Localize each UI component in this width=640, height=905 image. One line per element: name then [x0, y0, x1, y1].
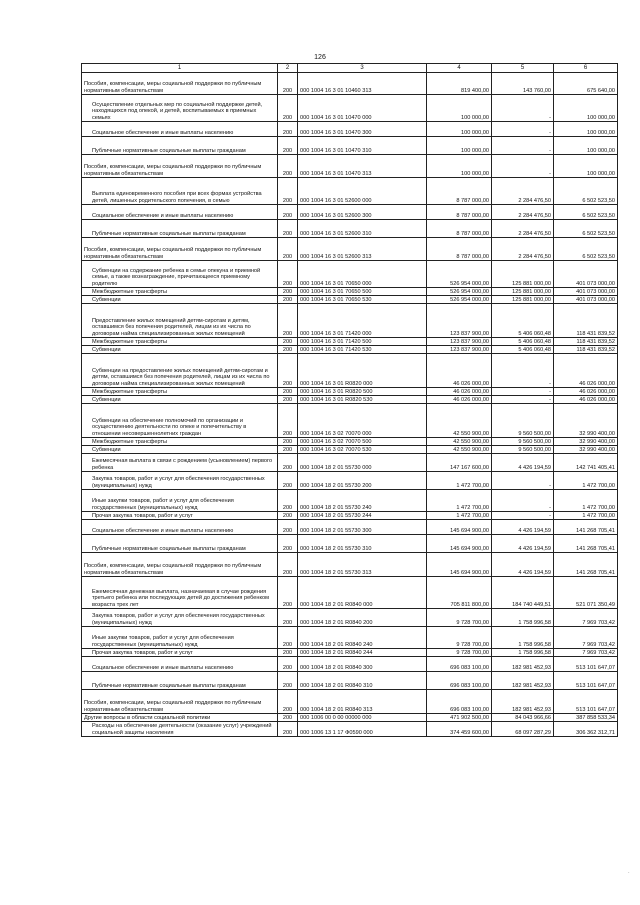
row-executed-cell: 182 981 452,93	[492, 690, 554, 714]
table-row	[82, 155, 618, 178]
row-kbk-cell: 000 1004 18 2 01 R0840 313	[298, 690, 427, 714]
row-executed-cell: 9 560 500,00	[492, 404, 554, 438]
row-remaining-cell: 46 026 000,00	[554, 354, 618, 388]
table-row	[82, 577, 618, 609]
row-approved-cell: 696 083 100,00	[427, 657, 492, 672]
row-remaining-cell: 6 502 523,50	[554, 178, 618, 205]
row-kbk-cell: 000 1006 00 0 00 00000 000	[298, 714, 427, 722]
row-kbk-cell: 000 1004 16 3 01 R0820 530	[298, 396, 427, 404]
table-row	[82, 288, 618, 296]
row-remaining-cell: 7 969 703,42	[554, 627, 618, 649]
row-remaining-cell: 100 000,00	[554, 122, 618, 137]
row-executed-cell: 2 284 476,50	[492, 205, 554, 220]
row-name-cell: Выплата единовременного пособия при всех формах устройства детей, лишенных родительского попечения, в семью	[82, 178, 278, 205]
row-approved-cell: 374 459 600,00	[427, 722, 492, 737]
row-kbk-cell: 000 1004 16 3 01 52600 313	[298, 238, 427, 261]
row-executed-cell: 5 406 060,48	[492, 304, 554, 338]
column-header-3: 3	[298, 64, 427, 73]
row-executed-cell: 2 284 476,50	[492, 178, 554, 205]
row-executed-cell: 4 426 194,59	[492, 520, 554, 535]
row-code-cell: 200	[278, 609, 298, 627]
table-row	[82, 404, 618, 438]
row-name-cell: Ежемесячная денежная выплата, назначаемая в случае рождения третьего ребенка или последующих детей до достижения ребенком возраста трех лет	[82, 577, 278, 609]
row-kbk-cell: 000 1004 16 3 01 70650 000	[298, 261, 427, 288]
table-row	[82, 122, 618, 137]
row-name-cell: Субвенции	[82, 296, 278, 304]
row-name-cell: Субвенции на содержание ребенка в семье опекуна и приемной семье, а также вознаграждение, причитающееся приемному родителю	[82, 261, 278, 288]
row-executed-cell: 182 981 452,93	[492, 657, 554, 672]
column-number-row	[82, 64, 618, 73]
row-executed-cell: 4 426 194,59	[492, 553, 554, 577]
row-kbk-cell: 000 1004 18 2 01 55730 200	[298, 472, 427, 490]
row-approved-cell: 8 787 000,00	[427, 205, 492, 220]
table-row	[82, 346, 618, 354]
row-code-cell: 200	[278, 354, 298, 388]
row-kbk-cell: 000 1004 16 3 01 10470 300	[298, 122, 427, 137]
row-remaining-cell: 306 362 312,71	[554, 722, 618, 737]
row-executed-cell: 125 881 000,00	[492, 288, 554, 296]
row-approved-cell: 526 954 000,00	[427, 261, 492, 288]
row-code-cell: 200	[278, 288, 298, 296]
table-row	[82, 553, 618, 577]
row-name-cell: Публичные нормативные социальные выплаты гражданам	[82, 672, 278, 690]
row-code-cell: 200	[278, 649, 298, 657]
row-approved-cell: 123 837 900,00	[427, 346, 492, 354]
row-code-cell: 200	[278, 672, 298, 690]
row-remaining-cell: 6 502 523,50	[554, 238, 618, 261]
row-code-cell: 200	[278, 577, 298, 609]
row-executed-cell: -	[492, 472, 554, 490]
row-kbk-cell: 000 1004 16 3 01 10470 000	[298, 95, 427, 122]
row-name-cell: Иные закупки товаров, работ и услуг для обеспечения государственных (муниципальных) нужд	[82, 627, 278, 649]
row-code-cell: 200	[278, 220, 298, 238]
row-kbk-cell: 000 1004 18 2 01 55730 240	[298, 490, 427, 512]
table-row	[82, 672, 618, 690]
row-approved-cell: 145 694 900,00	[427, 535, 492, 553]
row-approved-cell: 123 837 900,00	[427, 338, 492, 346]
row-executed-cell: 68 097 287,29	[492, 722, 554, 737]
row-name-cell: Публичные нормативные социальные выплаты гражданам	[82, 137, 278, 155]
row-remaining-cell: 118 431 839,52	[554, 338, 618, 346]
row-remaining-cell: 513 101 647,07	[554, 690, 618, 714]
table-row	[82, 472, 618, 490]
row-remaining-cell: 32 990 400,00	[554, 446, 618, 454]
row-remaining-cell: 118 431 839,52	[554, 346, 618, 354]
row-kbk-cell: 000 1004 16 3 01 70650 530	[298, 296, 427, 304]
row-executed-cell: -	[492, 122, 554, 137]
table-row	[82, 178, 618, 205]
row-code-cell: 200	[278, 535, 298, 553]
row-executed-cell: 182 981 452,93	[492, 672, 554, 690]
row-remaining-cell: 521 071 350,49	[554, 577, 618, 609]
row-approved-cell: 9 728 700,00	[427, 649, 492, 657]
row-executed-cell: 5 406 060,48	[492, 338, 554, 346]
row-remaining-cell: 100 000,00	[554, 95, 618, 122]
table-row	[82, 238, 618, 261]
row-kbk-cell: 000 1004 18 2 01 55730 000	[298, 454, 427, 472]
row-executed-cell: 184 740 449,51	[492, 577, 554, 609]
row-name-cell: Межбюджетные трансферты	[82, 288, 278, 296]
row-approved-cell: 147 167 600,00	[427, 454, 492, 472]
table-row	[82, 438, 618, 446]
row-code-cell: 200	[278, 95, 298, 122]
row-name-cell: Другие вопросы в области социальной политики	[82, 714, 278, 722]
row-executed-cell: 2 284 476,50	[492, 238, 554, 261]
row-kbk-cell: 000 1004 16 3 01 70650 500	[298, 288, 427, 296]
row-code-cell: 200	[278, 205, 298, 220]
row-executed-cell: 4 426 194,59	[492, 454, 554, 472]
row-name-cell: Межбюджетные трансферты	[82, 388, 278, 396]
row-executed-cell: 2 284 476,50	[492, 220, 554, 238]
row-kbk-cell: 000 1004 18 2 01 R0840 200	[298, 609, 427, 627]
column-header-2: 2	[278, 64, 298, 73]
row-kbk-cell: 000 1004 16 3 01 71420 530	[298, 346, 427, 354]
row-remaining-cell: 100 000,00	[554, 155, 618, 178]
row-approved-cell: 100 000,00	[427, 122, 492, 137]
row-approved-cell: 46 026 000,00	[427, 388, 492, 396]
row-name-cell: Субвенции на обеспечение полномочий по организации и осуществлению деятельности по опеке и попечительству в отношении несовершеннолетних граждан	[82, 404, 278, 438]
row-executed-cell: -	[492, 155, 554, 178]
row-remaining-cell: 401 073 000,00	[554, 296, 618, 304]
row-kbk-cell: 000 1004 16 3 01 10470 313	[298, 155, 427, 178]
row-kbk-cell: 000 1004 16 3 01 10460 313	[298, 73, 427, 95]
row-name-cell: Иные закупки товаров, работ и услуг для обеспечения государственных (муниципальных) нужд	[82, 490, 278, 512]
row-kbk-cell: 000 1004 16 3 01 10470 310	[298, 137, 427, 155]
row-name-cell: Прочая закупка товаров, работ и услуг	[82, 512, 278, 520]
table-row	[82, 722, 618, 737]
row-approved-cell: 696 083 100,00	[427, 690, 492, 714]
row-approved-cell: 42 550 900,00	[427, 438, 492, 446]
row-name-cell: Пособия, компенсации, меры социальной поддержки по публичным нормативным обязательствам	[82, 690, 278, 714]
row-remaining-cell: 142 741 405,41	[554, 454, 618, 472]
table-row	[82, 512, 618, 520]
row-remaining-cell: 401 073 000,00	[554, 261, 618, 288]
row-name-cell: Социальное обеспечение и иные выплаты населению	[82, 205, 278, 220]
row-remaining-cell: 675 640,00	[554, 73, 618, 95]
row-name-cell: Субвенции	[82, 446, 278, 454]
row-kbk-cell: 000 1004 16 3 01 71420 500	[298, 338, 427, 346]
row-executed-cell: 5 406 060,48	[492, 346, 554, 354]
row-executed-cell: 4 426 194,59	[492, 535, 554, 553]
row-approved-cell: 705 811 800,00	[427, 577, 492, 609]
row-kbk-cell: 000 1004 16 3 01 R0820 500	[298, 388, 427, 396]
row-executed-cell: 1 758 996,58	[492, 627, 554, 649]
table-row	[82, 261, 618, 288]
row-remaining-cell: 46 026 000,00	[554, 388, 618, 396]
table-row	[82, 396, 618, 404]
row-remaining-cell: 1 472 700,00	[554, 512, 618, 520]
row-approved-cell: 9 728 700,00	[427, 609, 492, 627]
row-code-cell: 200	[278, 520, 298, 535]
row-executed-cell: 84 043 966,66	[492, 714, 554, 722]
table-row	[82, 657, 618, 672]
row-remaining-cell: 7 969 703,42	[554, 609, 618, 627]
row-kbk-cell: 000 1004 18 2 01 R0840 300	[298, 657, 427, 672]
row-executed-cell: 9 560 500,00	[492, 438, 554, 446]
row-kbk-cell: 000 1004 16 3 02 70070 530	[298, 446, 427, 454]
row-approved-cell: 46 026 000,00	[427, 396, 492, 404]
row-code-cell: 200	[278, 338, 298, 346]
row-code-cell: 200	[278, 714, 298, 722]
row-kbk-cell: 000 1004 16 3 02 70070 500	[298, 438, 427, 446]
row-approved-cell: 9 728 700,00	[427, 627, 492, 649]
column-header-6: 6	[554, 64, 618, 73]
row-name-cell: Социальное обеспечение и иные выплаты населению	[82, 657, 278, 672]
row-approved-cell: 100 000,00	[427, 155, 492, 178]
row-code-cell: 200	[278, 155, 298, 178]
row-approved-cell: 100 000,00	[427, 137, 492, 155]
row-kbk-cell: 000 1004 16 3 01 52600 000	[298, 178, 427, 205]
row-remaining-cell: 513 101 647,07	[554, 657, 618, 672]
row-executed-cell: -	[492, 512, 554, 520]
table-row	[82, 609, 618, 627]
column-header-1: 1	[82, 64, 278, 73]
table-row	[82, 627, 618, 649]
row-executed-cell: -	[492, 95, 554, 122]
row-remaining-cell: 387 858 533,34	[554, 714, 618, 722]
row-code-cell: 200	[278, 122, 298, 137]
page-number: 126	[314, 54, 326, 61]
row-name-cell: Межбюджетные трансферты	[82, 438, 278, 446]
page-side-mark: ·	[628, 870, 630, 876]
row-kbk-cell: 000 1004 18 2 01 R0840 000	[298, 577, 427, 609]
row-approved-cell: 696 083 100,00	[427, 672, 492, 690]
row-executed-cell: 1 758 996,58	[492, 649, 554, 657]
row-code-cell: 200	[278, 73, 298, 95]
row-name-cell: Субвенции	[82, 346, 278, 354]
row-code-cell: 200	[278, 261, 298, 288]
row-name-cell: Пособия, компенсации, меры социальной поддержки по публичным нормативным обязательствам	[82, 553, 278, 577]
row-code-cell: 200	[278, 490, 298, 512]
budget-report-table	[81, 63, 618, 737]
row-remaining-cell: 401 073 000,00	[554, 288, 618, 296]
row-approved-cell: 1 472 700,00	[427, 512, 492, 520]
row-code-cell: 200	[278, 296, 298, 304]
row-name-cell: Публичные нормативные социальные выплаты гражданам	[82, 220, 278, 238]
row-executed-cell: 125 881 000,00	[492, 261, 554, 288]
table-row	[82, 490, 618, 512]
row-code-cell: 200	[278, 137, 298, 155]
row-code-cell: 200	[278, 446, 298, 454]
row-name-cell: Прочая закупка товаров, работ и услуг	[82, 649, 278, 657]
row-name-cell: Социальное обеспечение и иные выплаты населению	[82, 520, 278, 535]
table-row	[82, 535, 618, 553]
row-name-cell: Пособия, компенсации, меры социальной поддержки по публичным нормативным обязательствам	[82, 73, 278, 95]
row-approved-cell: 145 694 900,00	[427, 520, 492, 535]
row-code-cell: 200	[278, 388, 298, 396]
row-name-cell: Осуществление отдельных мер по социальной поддержке детей, находящихся под опекой, и детей, воспитываемых в приемных семьях	[82, 95, 278, 122]
row-remaining-cell: 6 502 523,50	[554, 220, 618, 238]
row-name-cell: Субвенции	[82, 396, 278, 404]
row-approved-cell: 100 000,00	[427, 95, 492, 122]
row-code-cell: 200	[278, 454, 298, 472]
table-row	[82, 354, 618, 388]
row-code-cell: 200	[278, 304, 298, 338]
row-name-cell: Закупка товаров, работ и услуг для обеспечения государственных (муниципальных) нужд	[82, 472, 278, 490]
row-name-cell: Ежемесячная выплата в связи с рождением (усыновлением) первого ребенка	[82, 454, 278, 472]
row-code-cell: 200	[278, 512, 298, 520]
row-name-cell: Предоставление жилых помещений детям-сиротам и детям, оставшимся без попечения родителей, лицам из их числа по договорам найма специализированных жилых помещений	[82, 304, 278, 338]
table-row	[82, 95, 618, 122]
row-kbk-cell: 000 1004 16 3 01 71420 000	[298, 304, 427, 338]
table-row	[82, 446, 618, 454]
row-name-cell: Публичные нормативные социальные выплаты гражданам	[82, 535, 278, 553]
row-kbk-cell: 000 1004 18 2 01 R0840 244	[298, 649, 427, 657]
row-code-cell: 200	[278, 346, 298, 354]
row-name-cell: Межбюджетные трансферты	[82, 338, 278, 346]
row-kbk-cell: 000 1004 16 3 01 52600 300	[298, 205, 427, 220]
row-executed-cell: -	[492, 396, 554, 404]
row-kbk-cell: 000 1004 16 3 01 52600 310	[298, 220, 427, 238]
row-remaining-cell: 141 268 705,41	[554, 520, 618, 535]
table-row	[82, 690, 618, 714]
row-approved-cell: 145 694 900,00	[427, 553, 492, 577]
row-name-cell: Закупка товаров, работ и услуг для обеспечения государственных (муниципальных) нужд	[82, 609, 278, 627]
row-remaining-cell: 32 990 400,00	[554, 404, 618, 438]
row-executed-cell: 143 760,00	[492, 73, 554, 95]
row-approved-cell: 471 902 500,00	[427, 714, 492, 722]
row-remaining-cell: 6 502 523,50	[554, 205, 618, 220]
row-remaining-cell: 46 026 000,00	[554, 396, 618, 404]
row-executed-cell: -	[492, 137, 554, 155]
row-kbk-cell: 000 1004 16 3 02 70070 000	[298, 404, 427, 438]
row-kbk-cell: 000 1006 13 1 17 Ф0590 000	[298, 722, 427, 737]
row-remaining-cell: 100 000,00	[554, 137, 618, 155]
column-header-5: 5	[492, 64, 554, 73]
row-kbk-cell: 000 1004 18 2 01 R0840 310	[298, 672, 427, 690]
table-row	[82, 714, 618, 722]
row-executed-cell: 9 560 500,00	[492, 446, 554, 454]
row-remaining-cell: 141 268 705,41	[554, 553, 618, 577]
row-approved-cell: 526 954 000,00	[427, 296, 492, 304]
row-code-cell: 200	[278, 396, 298, 404]
row-kbk-cell: 000 1004 18 2 01 55730 300	[298, 520, 427, 535]
table-row	[82, 520, 618, 535]
table-row	[82, 296, 618, 304]
row-name-cell: Социальное обеспечение и иные выплаты населению	[82, 122, 278, 137]
row-name-cell: Пособия, компенсации, меры социальной поддержки по публичным нормативным обязательствам	[82, 238, 278, 261]
column-header-4: 4	[427, 64, 492, 73]
row-remaining-cell: 7 969 703,42	[554, 649, 618, 657]
table-row	[82, 220, 618, 238]
row-kbk-cell: 000 1004 16 3 01 R0820 000	[298, 354, 427, 388]
row-remaining-cell: 32 990 400,00	[554, 438, 618, 446]
row-executed-cell: -	[492, 388, 554, 396]
table-row	[82, 454, 618, 472]
row-kbk-cell: 000 1004 18 2 01 55730 244	[298, 512, 427, 520]
row-code-cell: 200	[278, 238, 298, 261]
row-approved-cell: 46 026 000,00	[427, 354, 492, 388]
row-remaining-cell: 118 431 839,52	[554, 304, 618, 338]
row-code-cell: 200	[278, 657, 298, 672]
table-row	[82, 388, 618, 396]
row-approved-cell: 1 472 700,00	[427, 490, 492, 512]
row-remaining-cell: 513 101 647,07	[554, 672, 618, 690]
row-approved-cell: 42 550 900,00	[427, 446, 492, 454]
table-row	[82, 338, 618, 346]
row-approved-cell: 8 787 000,00	[427, 220, 492, 238]
table-row	[82, 649, 618, 657]
row-remaining-cell: 141 268 705,41	[554, 535, 618, 553]
row-name-cell: Субвенции на предоставление жилых помещений детям-сиротам и детям, оставшимся без попечения родителей, лицам из их числа по договорам найма специализированных жилых помещений	[82, 354, 278, 388]
row-code-cell: 200	[278, 472, 298, 490]
report-body	[82, 73, 618, 737]
row-approved-cell: 8 787 000,00	[427, 178, 492, 205]
row-approved-cell: 123 837 900,00	[427, 304, 492, 338]
row-remaining-cell: 1 472 700,00	[554, 490, 618, 512]
row-approved-cell: 526 954 000,00	[427, 288, 492, 296]
row-kbk-cell: 000 1004 18 2 01 R0840 240	[298, 627, 427, 649]
row-code-cell: 200	[278, 178, 298, 205]
row-code-cell: 200	[278, 627, 298, 649]
table-row	[82, 304, 618, 338]
row-remaining-cell: 1 472 700,00	[554, 472, 618, 490]
table-row	[82, 73, 618, 95]
row-executed-cell: -	[492, 490, 554, 512]
row-code-cell: 200	[278, 438, 298, 446]
row-name-cell: Пособия, компенсации, меры социальной поддержки по публичным нормативным обязательствам	[82, 155, 278, 178]
row-kbk-cell: 000 1004 18 2 01 55730 310	[298, 535, 427, 553]
row-approved-cell: 1 472 700,00	[427, 472, 492, 490]
row-executed-cell: -	[492, 354, 554, 388]
row-executed-cell: 1 758 996,58	[492, 609, 554, 627]
row-executed-cell: 125 881 000,00	[492, 296, 554, 304]
table-row	[82, 137, 618, 155]
table-row	[82, 205, 618, 220]
row-code-cell: 200	[278, 690, 298, 714]
row-code-cell: 200	[278, 404, 298, 438]
row-code-cell: 200	[278, 553, 298, 577]
row-code-cell: 200	[278, 722, 298, 737]
row-approved-cell: 8 787 000,00	[427, 238, 492, 261]
row-approved-cell: 819 400,00	[427, 73, 492, 95]
row-name-cell: Расходы на обеспечение деятельности (оказание услуг) учреждений социальной защиты населения	[82, 722, 278, 737]
row-kbk-cell: 000 1004 18 2 01 55730 313	[298, 553, 427, 577]
row-approved-cell: 42 550 900,00	[427, 404, 492, 438]
